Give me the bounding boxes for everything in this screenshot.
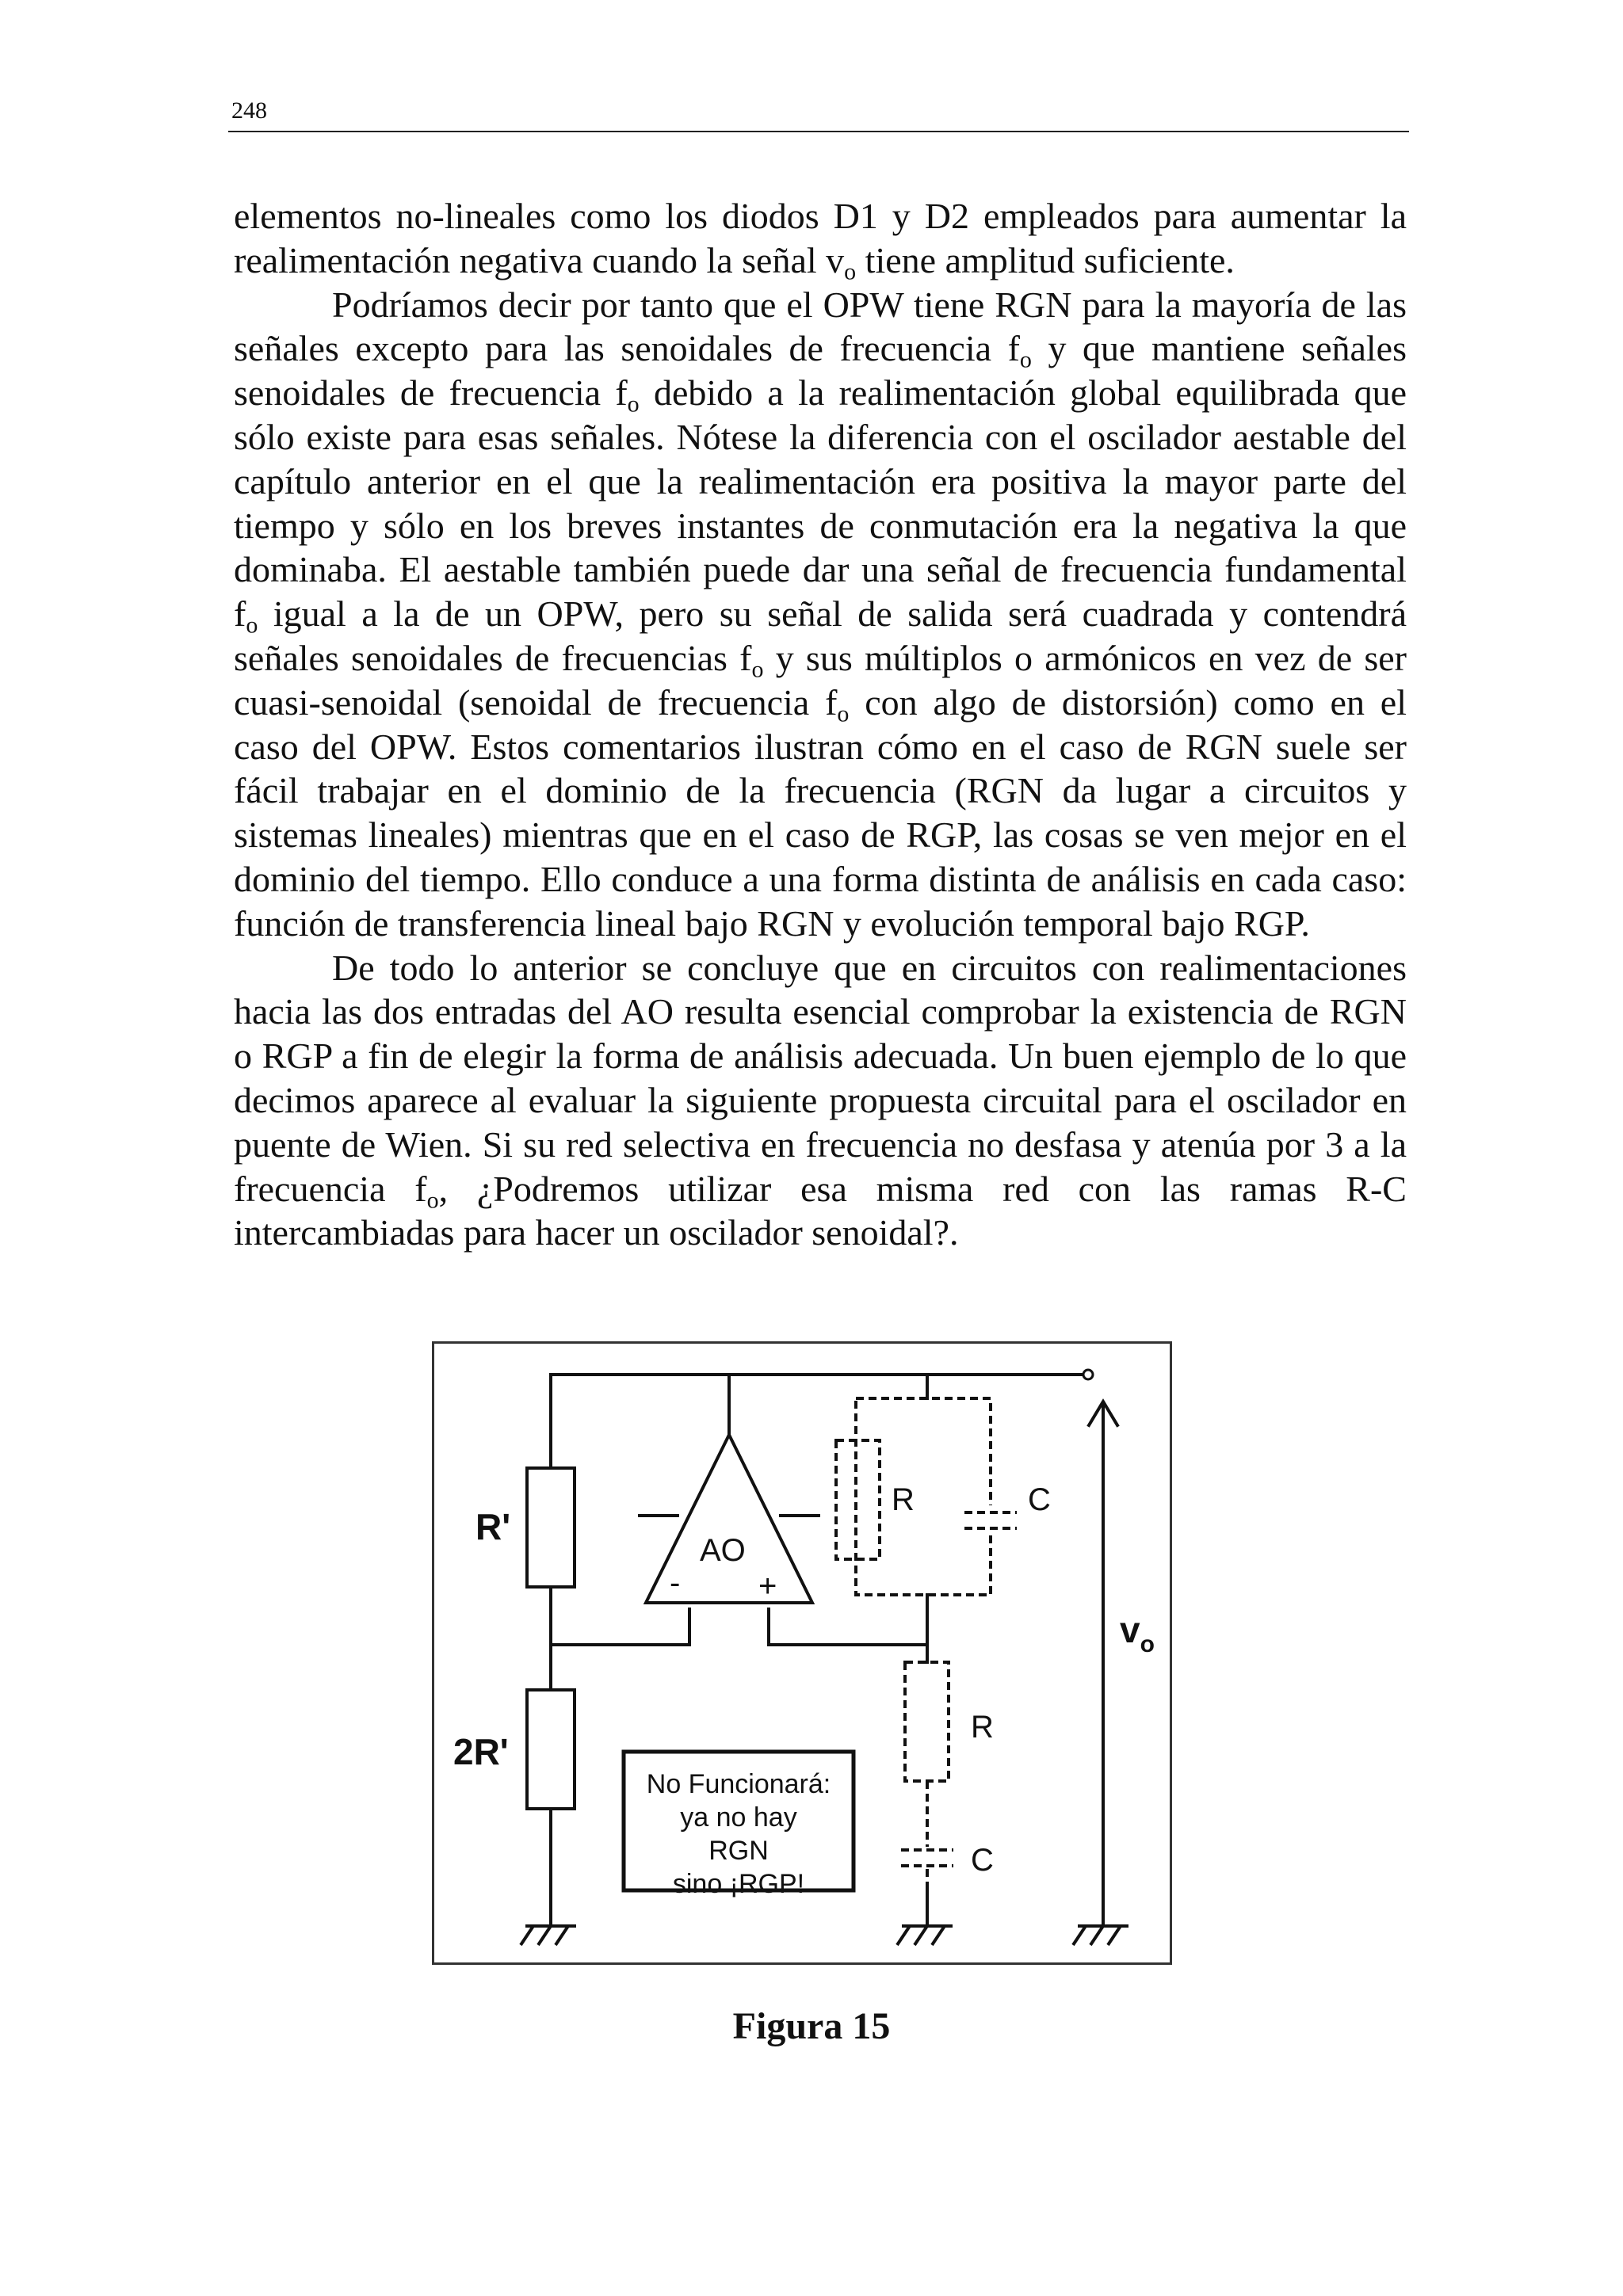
text-run: y que mantiene señales senoidales de frecuencia f bbox=[234, 328, 1407, 414]
subscript: o bbox=[844, 258, 857, 285]
subscript: o bbox=[426, 1186, 439, 1213]
subscript: o bbox=[837, 700, 850, 727]
text-run: elementos no-lineales como los diodos D1 y D2 empleados para aumentar la realimentación negativa cuando la señal v bbox=[234, 196, 1407, 280]
text-run: con algo de distorsión) como en el caso del OPW. Estos comentarios ilustran cómo en el caso de RGN suele ser fácil trabajar en el dominio de la frecuencia (RGN da lugar a circuitos y sistemas lineales) mientras que en el caso de RGP, las cosas se ven mejor en el dominio del tiempo. Ello conduce a una forma distinta de análisis en cada caso: función de transferencia lineal bajo RGN y evolución temporal bajo RGP. bbox=[234, 681, 1407, 944]
label-vo: $v_o$ bbox=[1120, 1609, 1155, 1657]
output-terminal bbox=[1083, 1370, 1093, 1379]
text-run: y sus múltiplos o armónicos en vez de ser cuasi-senoidal (senoidal de frecuencia f bbox=[234, 637, 1407, 723]
paragraph bbox=[234, 194, 1407, 283]
note-line-3: RGN bbox=[708, 1836, 769, 1866]
header-rule bbox=[228, 131, 1409, 132]
text-run: De todo lo anterior se concluye que en circuitos con realimentaciones hacia las dos entradas del AO resulta esencial comprobar la existencia de RGN o RGP a fin de elegir la forma de análisis adecuada. Un buen ejemplo de lo que decimos aparece al evaluar la siguiente propuesta circuital para el oscilador en puente de Wien. Si su red selectiva en frecuencia no desfasa y atenúa por 3 a la frecuencia f bbox=[234, 947, 1407, 1209]
note-line-2: ya no hay bbox=[680, 1802, 797, 1833]
circuit-figure bbox=[432, 1341, 1172, 1965]
label-minus: - bbox=[670, 1566, 681, 1600]
note-line-1: No Funcionará: bbox=[646, 1769, 831, 1799]
subscript: o bbox=[627, 391, 640, 418]
subscript: o bbox=[1019, 346, 1032, 373]
figure-caption: Figura 15 bbox=[732, 2005, 891, 2047]
text-run: debido a la realimentación global equilibrada que sólo existe para esas señales. Nótese la diferencia con el oscilador aestable del capítulo anterior en el que la realimentación era positiva la mayor parte del tiempo y sólo en los breves instantes de conmutación era la negativa la que dominaba. El aestable también puede dar una señal de frecuencia fundamental f bbox=[234, 372, 1407, 635]
note-line-4: sino ¡RGP! bbox=[672, 1869, 805, 1899]
body-text bbox=[234, 194, 1407, 1255]
page-number: 248 bbox=[231, 97, 267, 124]
text-run: Podríamos decir por tanto que el OPW tiene RGN para la mayoría de las señales excepto para las senoidales de frecuencia f bbox=[234, 284, 1407, 369]
label-r-top: R bbox=[892, 1482, 915, 1517]
label-opamp: AO bbox=[700, 1533, 746, 1568]
text-run: , ¿Podremos utilizar esa misma red con las ramas R-C intercambiadas para hacer un oscilador senoidal?. bbox=[234, 1168, 1407, 1253]
text-run: igual a la de un OPW, pero su señal de salida será cuadrada y contendrá señales senoidales de frecuencias f bbox=[234, 593, 1407, 678]
subscript: o bbox=[751, 656, 764, 683]
paragraph bbox=[234, 283, 1407, 946]
label-c-top: C bbox=[1028, 1482, 1051, 1517]
text-run: tiene amplitud suficiente. bbox=[856, 239, 1235, 280]
paragraph bbox=[234, 946, 1407, 1256]
circuit-diagram bbox=[432, 1341, 1172, 1965]
subscript: o bbox=[246, 612, 258, 639]
label-r-prime: R' bbox=[475, 1506, 511, 1547]
label-plus: + bbox=[758, 1569, 777, 1604]
label-2r-prime: 2R' bbox=[453, 1731, 509, 1772]
label-r-bottom: R bbox=[971, 1710, 994, 1745]
label-c-bottom: C bbox=[971, 1843, 994, 1878]
